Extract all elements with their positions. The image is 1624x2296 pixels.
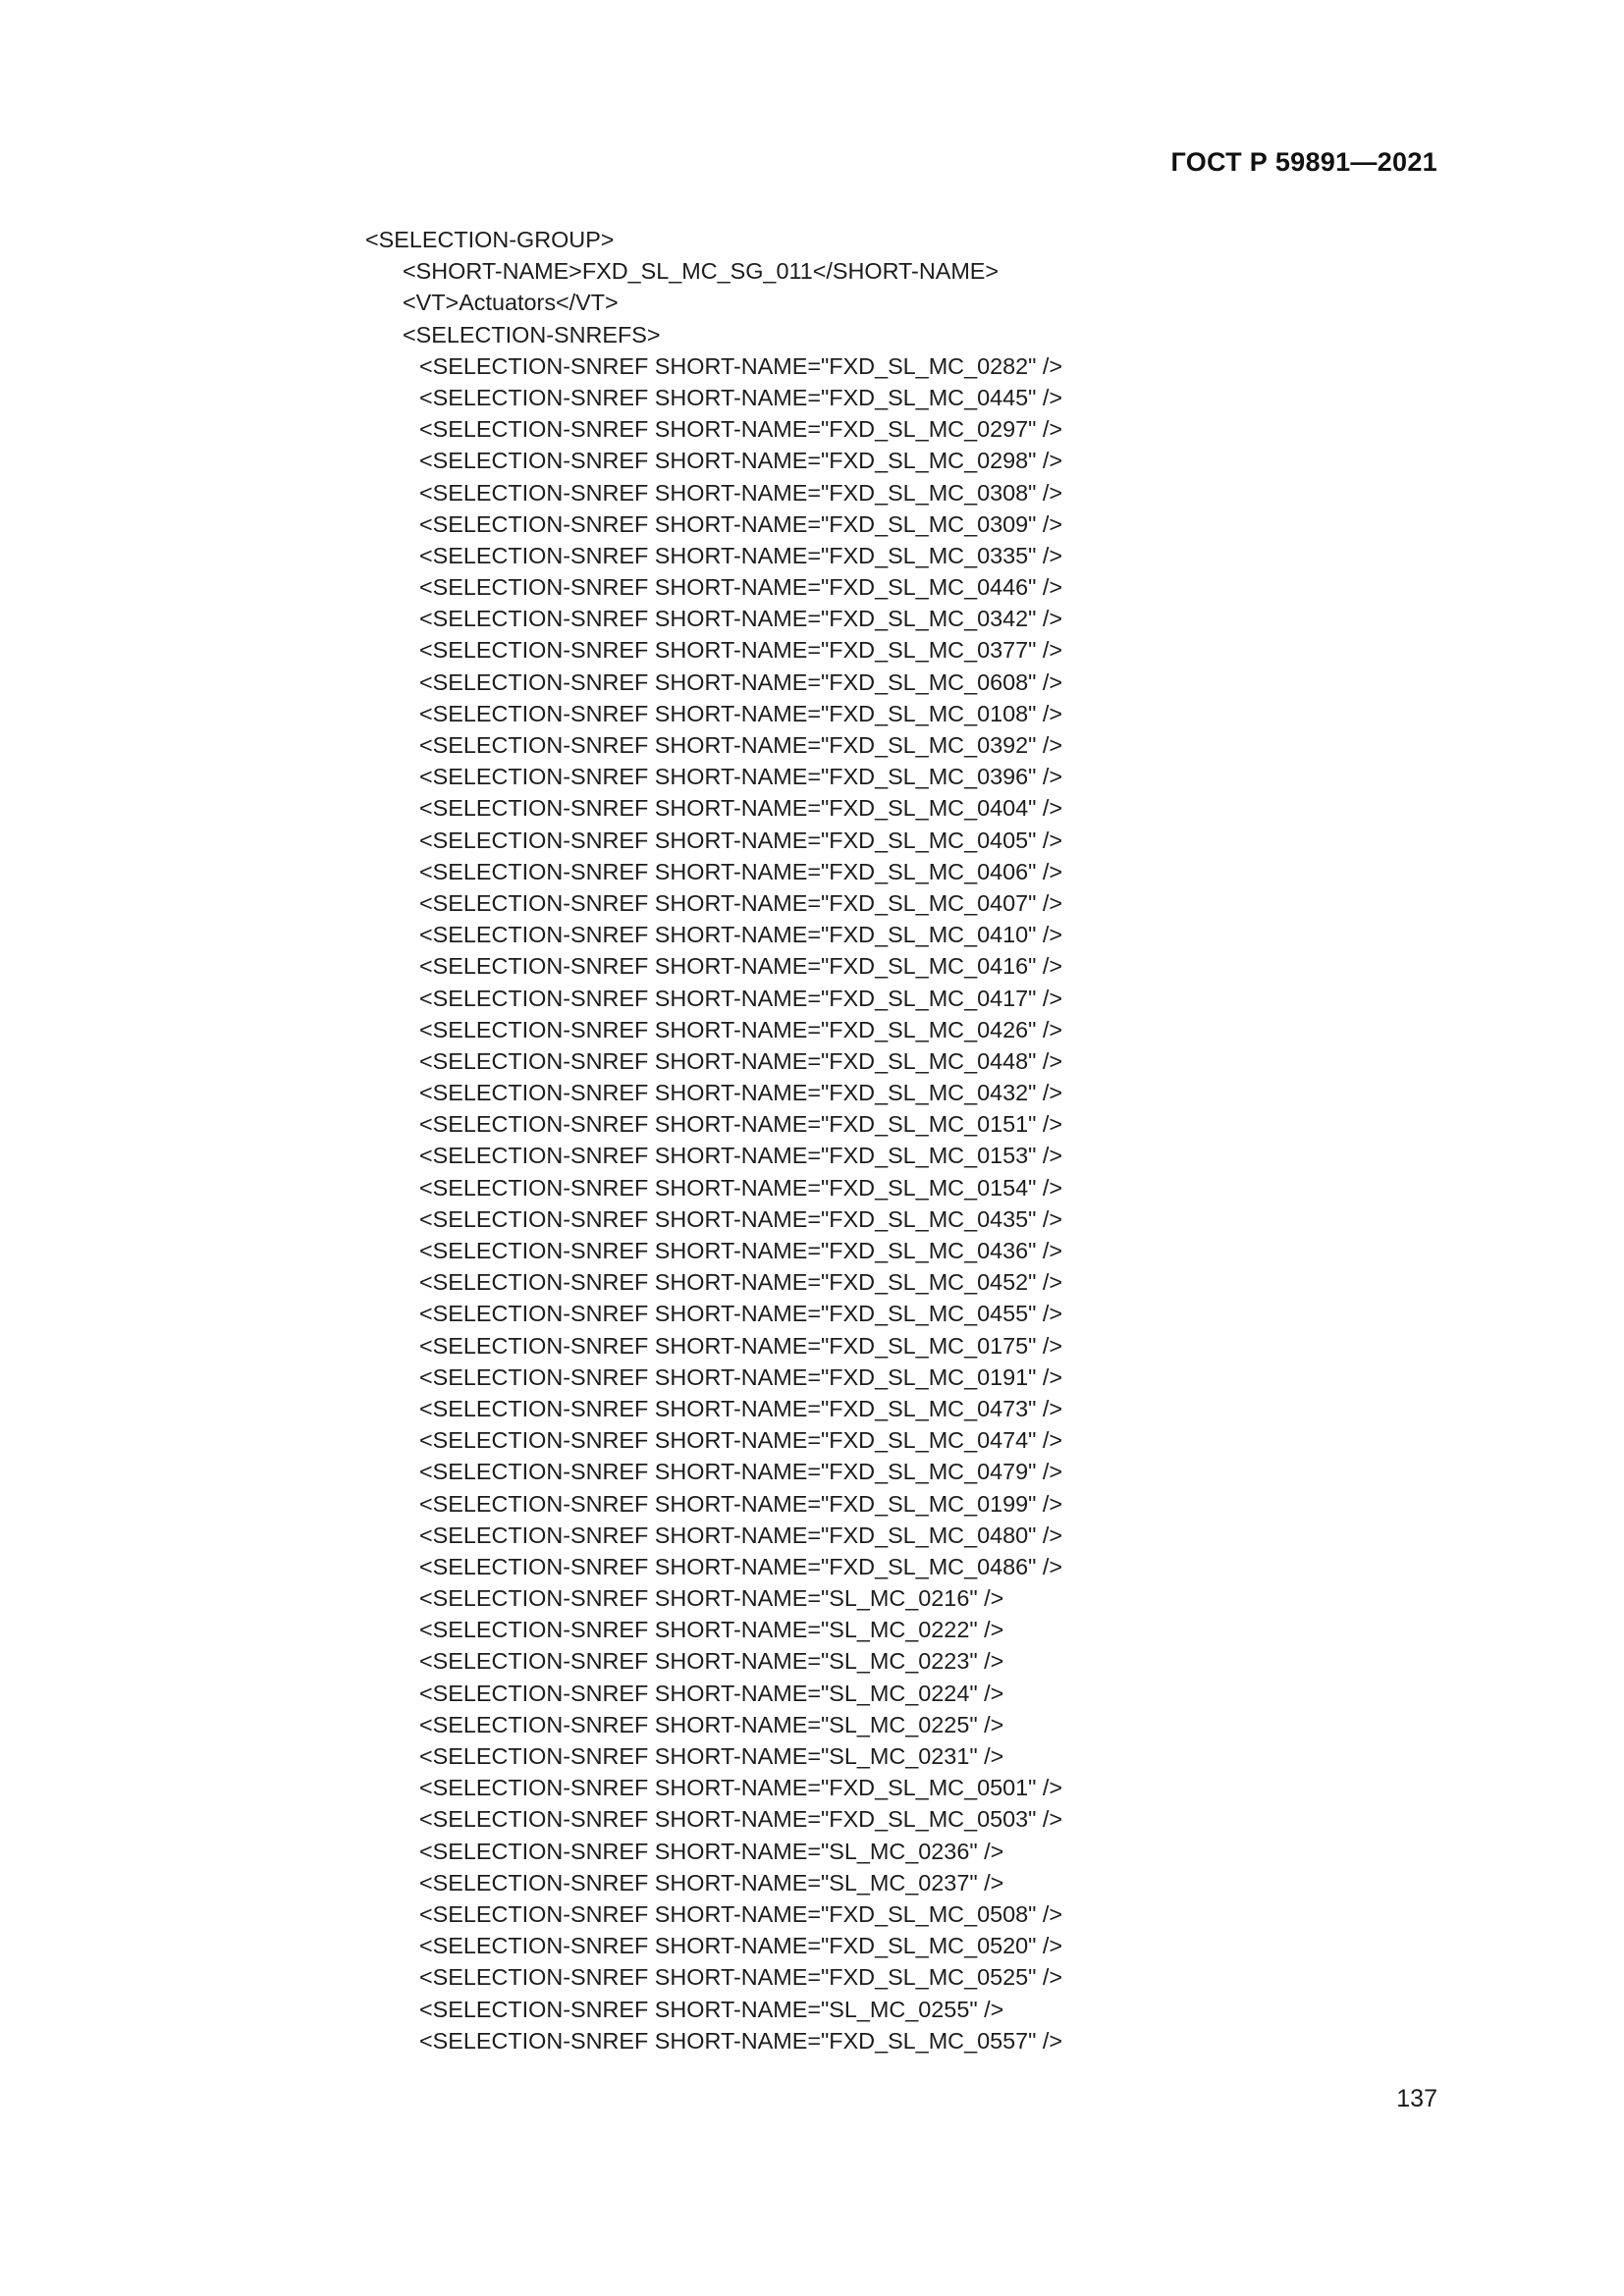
xml-line-snref: <SELECTION-SNREF SHORT-NAME="FXD_SL_MC_0417" />	[419, 985, 1063, 1011]
xml-line-snref: <SELECTION-SNREF SHORT-NAME="FXD_SL_MC_0436" />	[419, 1238, 1063, 1263]
page-number: 137	[1396, 2085, 1437, 2112]
xml-line-snref: <SELECTION-SNREF SHORT-NAME="FXD_SL_MC_0508" />	[419, 1900, 1063, 1927]
xml-line-snref: <SELECTION-SNREF SHORT-NAME="FXD_SL_MC_0199" />	[419, 1490, 1063, 1517]
xml-line-snref: <SELECTION-SNREF SHORT-NAME="FXD_SL_MC_0377" />	[419, 637, 1063, 664]
xml-line-snref: <SELECTION-SNREF SHORT-NAME="FXD_SL_MC_0405" />	[419, 827, 1063, 853]
xml-line-snref: <SELECTION-SNREF SHORT-NAME="FXD_SL_MC_0151" />	[419, 1111, 1063, 1138]
xml-line-snref: <SELECTION-SNREF SHORT-NAME="FXD_SL_MC_0479" />	[419, 1459, 1063, 1485]
xml-line-snref: <SELECTION-SNREF SHORT-NAME="SL_MC_0224" />	[419, 1680, 1004, 1706]
xml-line-snref: <SELECTION-SNREF SHORT-NAME="FXD_SL_MC_0473" />	[419, 1395, 1063, 1421]
xml-line-snref: <SELECTION-SNREF SHORT-NAME="FXD_SL_MC_0448" />	[419, 1047, 1063, 1074]
xml-line-snref: <SELECTION-SNREF SHORT-NAME="FXD_SL_MC_0452" />	[419, 1269, 1063, 1296]
xml-line-selection-snrefs-open: <SELECTION-SNREFS>	[403, 321, 661, 347]
xml-line-snref: <SELECTION-SNREF SHORT-NAME="FXD_SL_MC_0432" />	[419, 1080, 1063, 1106]
xml-line-vt: <VT>Actuators</VT>	[403, 290, 619, 316]
xml-line-snref: <SELECTION-SNREF SHORT-NAME="SL_MC_0237" />	[419, 1869, 1004, 1896]
xml-line-snref: <SELECTION-SNREF SHORT-NAME="FXD_SL_MC_0407" />	[419, 889, 1063, 916]
xml-line-snref: <SELECTION-SNREF SHORT-NAME="FXD_SL_MC_0416" />	[419, 953, 1063, 980]
xml-line-snref: <SELECTION-SNREF SHORT-NAME="FXD_SL_MC_0608" />	[419, 668, 1063, 695]
xml-line-snref: <SELECTION-SNREF SHORT-NAME="FXD_SL_MC_0435" />	[419, 1205, 1063, 1232]
xml-line-snref: <SELECTION-SNREF SHORT-NAME="FXD_SL_MC_0175" />	[419, 1332, 1063, 1359]
xml-line-snref: <SELECTION-SNREF SHORT-NAME="SL_MC_0223" />	[419, 1648, 1004, 1675]
xml-line-snref: <SELECTION-SNREF SHORT-NAME="FXD_SL_MC_0108" />	[419, 700, 1063, 726]
xml-line-snref: <SELECTION-SNREF SHORT-NAME="FXD_SL_MC_0446" />	[419, 574, 1063, 601]
xml-line-snref: <SELECTION-SNREF SHORT-NAME="FXD_SL_MC_0501" />	[419, 1775, 1063, 1801]
document-standard-header: ГОСТ Р 59891—2021	[1170, 147, 1437, 177]
xml-line-snref: <SELECTION-SNREF SHORT-NAME="FXD_SL_MC_0298" />	[419, 448, 1063, 474]
xml-line-snref: <SELECTION-SNREF SHORT-NAME="FXD_SL_MC_0282" />	[419, 352, 1063, 379]
xml-line-snref: <SELECTION-SNREF SHORT-NAME="FXD_SL_MC_0308" />	[419, 479, 1063, 506]
xml-line-snref: <SELECTION-SNREF SHORT-NAME="FXD_SL_MC_0191" />	[419, 1363, 1063, 1390]
xml-line-snref: <SELECTION-SNREF SHORT-NAME="FXD_SL_MC_0486" />	[419, 1553, 1063, 1579]
xml-line-snref: <SELECTION-SNREF SHORT-NAME="FXD_SL_MC_0396" />	[419, 764, 1063, 790]
xml-line-snref: <SELECTION-SNREF SHORT-NAME="FXD_SL_MC_0154" />	[419, 1174, 1063, 1201]
xml-line-snref: <SELECTION-SNREF SHORT-NAME="FXD_SL_MC_0410" />	[419, 922, 1063, 948]
xml-line-snref: <SELECTION-SNREF SHORT-NAME="SL_MC_0236" />	[419, 1838, 1004, 1864]
xml-line-snref: <SELECTION-SNREF SHORT-NAME="FXD_SL_MC_0525" />	[419, 1964, 1063, 1991]
xml-line-snref: <SELECTION-SNREF SHORT-NAME="SL_MC_0255" />	[419, 1996, 1004, 2022]
xml-line-snref: <SELECTION-SNREF SHORT-NAME="FXD_SL_MC_0445" />	[419, 384, 1063, 410]
xml-line-snref: <SELECTION-SNREF SHORT-NAME="FXD_SL_MC_0503" />	[419, 1806, 1063, 1833]
xml-listing	[365, 224, 1062, 2056]
xml-line-selection-group-open: <SELECTION-GROUP>	[365, 227, 615, 252]
xml-line-snref: <SELECTION-SNREF SHORT-NAME="FXD_SL_MC_0297" />	[419, 416, 1063, 443]
xml-line-snref: <SELECTION-SNREF SHORT-NAME="FXD_SL_MC_0406" />	[419, 858, 1063, 884]
xml-line-snref: <SELECTION-SNREF SHORT-NAME="FXD_SL_MC_0520" />	[419, 1933, 1063, 1959]
xml-line-snref: <SELECTION-SNREF SHORT-NAME="FXD_SL_MC_0153" />	[419, 1143, 1063, 1169]
xml-line-snref: <SELECTION-SNREF SHORT-NAME="FXD_SL_MC_0392" />	[419, 732, 1063, 758]
xml-line-snref: <SELECTION-SNREF SHORT-NAME="FXD_SL_MC_0474" />	[419, 1427, 1063, 1454]
xml-line-snref: <SELECTION-SNREF SHORT-NAME="FXD_SL_MC_0557" />	[419, 2027, 1063, 2054]
xml-line-snref: <SELECTION-SNREF SHORT-NAME="FXD_SL_MC_0342" />	[419, 606, 1063, 632]
xml-line-snref: <SELECTION-SNREF SHORT-NAME="FXD_SL_MC_0335" />	[419, 542, 1063, 568]
xml-line-snref: <SELECTION-SNREF SHORT-NAME="FXD_SL_MC_0404" />	[419, 795, 1063, 822]
xml-line-snref: <SELECTION-SNREF SHORT-NAME="SL_MC_0225" />	[419, 1711, 1004, 1737]
xml-line-snref: <SELECTION-SNREF SHORT-NAME="SL_MC_0222" />	[419, 1617, 1004, 1643]
xml-line-snref: <SELECTION-SNREF SHORT-NAME="FXD_SL_MC_0309" />	[419, 510, 1063, 537]
xml-line-snref: <SELECTION-SNREF SHORT-NAME="FXD_SL_MC_0455" />	[419, 1301, 1063, 1327]
xml-line-snref: <SELECTION-SNREF SHORT-NAME="FXD_SL_MC_0480" />	[419, 1522, 1063, 1548]
xml-line-snref: <SELECTION-SNREF SHORT-NAME="FXD_SL_MC_0426" />	[419, 1016, 1063, 1042]
xml-line-short-name: <SHORT-NAME>FXD_SL_MC_SG_011</SHORT-NAME>	[403, 258, 1000, 285]
xml-line-snref: <SELECTION-SNREF SHORT-NAME="SL_MC_0216" />	[419, 1585, 1004, 1612]
xml-line-snref: <SELECTION-SNREF SHORT-NAME="SL_MC_0231" />	[419, 1743, 1004, 1769]
